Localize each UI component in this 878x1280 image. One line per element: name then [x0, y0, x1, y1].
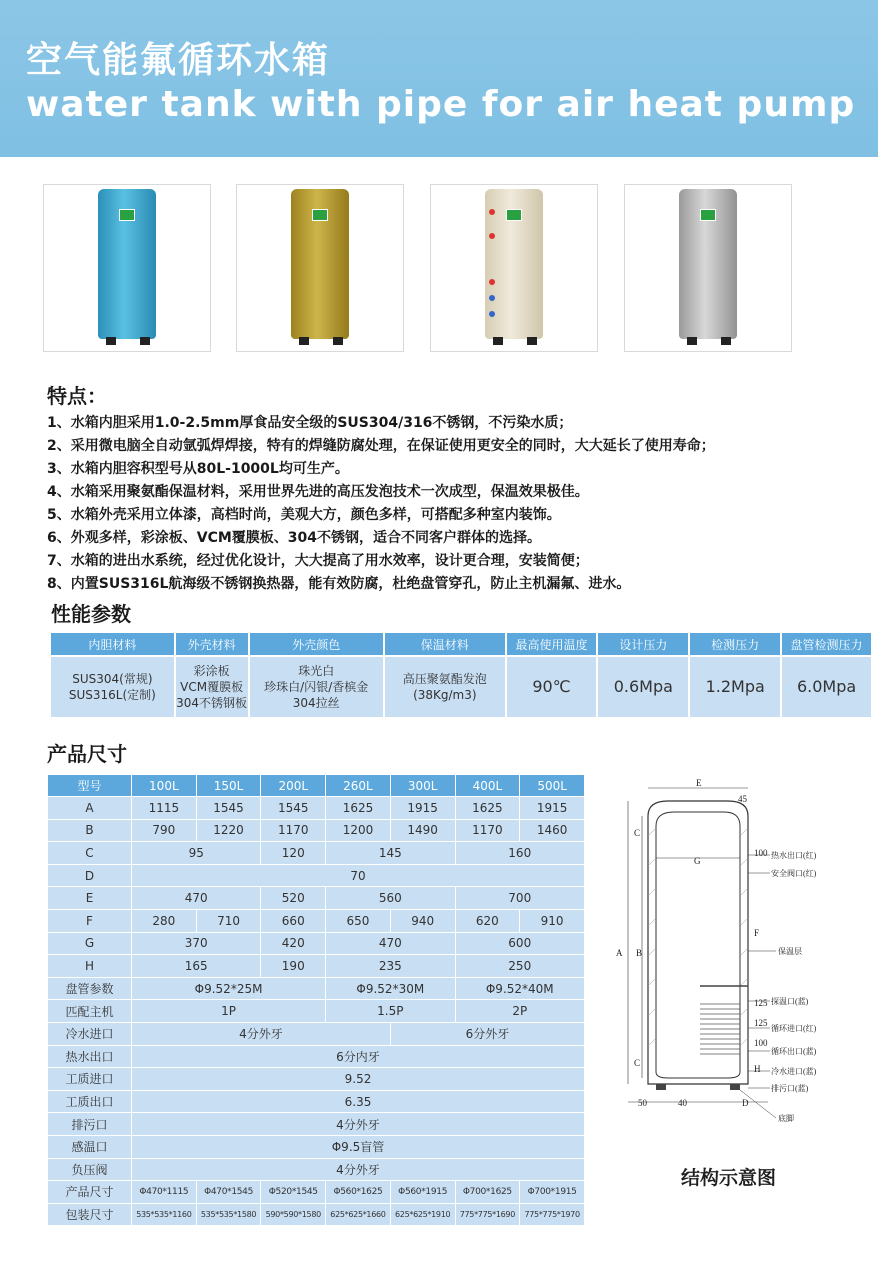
dims-row-hot-out: 热水出口 6分内牙 — [48, 1045, 585, 1068]
dimensions-heading: 产品尺寸 — [47, 742, 127, 766]
perf-header: 最高使用温度 — [506, 632, 598, 656]
perf-header: 盘管检测压力 — [781, 632, 872, 656]
dims-row-cold-in: 冷水进口 4分外牙 6分外牙 — [48, 1022, 585, 1045]
dim-100b: 100 — [754, 1038, 768, 1048]
perf-header: 检测压力 — [689, 632, 781, 656]
performance-table — [49, 631, 873, 719]
product-photo-beige — [430, 184, 598, 352]
perf-header: 设计压力 — [597, 632, 689, 656]
dimensions-table — [47, 774, 585, 1226]
feature-item: 7、水箱的进出水系统，经过优化设计，大大提高了用水效率，设计更合理，安装简便； — [47, 553, 589, 569]
perf-header: 外壳颜色 — [249, 632, 384, 656]
label-base: 底脚 — [778, 1114, 794, 1123]
dim-C-bottom: C — [634, 1058, 641, 1068]
perf-header: 外壳材料 — [175, 632, 249, 656]
label-sensor: 探温口(蓝) — [771, 997, 809, 1006]
label-safety: 安全阀口(红) — [771, 869, 817, 878]
feature-item: 6、外观多样，彩涂板、VCM覆膜板、304不锈钢，适合不同客户群体的选择。 — [47, 530, 542, 546]
label-insulation: 保温层 — [778, 947, 802, 956]
dim-40: 40 — [678, 1098, 687, 1108]
dims-row-valve: 负压阀 4分外牙 — [48, 1158, 585, 1181]
dim-G: G — [694, 856, 701, 866]
dims-row-sensor: 感温口 Φ9.5盲管 — [48, 1135, 585, 1158]
dims-row-host: 匹配主机 1P 1.5P 2P — [48, 1000, 585, 1023]
dims-row-G: G 370 420 470 600 — [48, 932, 585, 955]
product-photo-gold — [236, 184, 404, 352]
dims-row-A: A 1115 1545 1545 1625 1915 1625 1915 — [48, 797, 585, 820]
dim-F: F — [754, 928, 760, 938]
dim-100a: 100 — [754, 848, 768, 858]
feature-item: 1、水箱内胆采用1.0-2.5mm厚食品安全级的SUS304/316不锈钢，不污染水质； — [47, 415, 573, 431]
perf-inner-material: SUS304(常规) SUS316L(定制) — [50, 656, 175, 718]
dims-row-D: D 70 — [48, 864, 585, 887]
perf-shell-material: 彩涂板 VCM覆膜板 304不锈钢板 — [175, 656, 249, 718]
perf-coil-test-pressure: 6.0Mpa — [781, 656, 872, 718]
perf-header: 保温材料 — [384, 632, 506, 656]
dims-row-medium-in: 工质进口 9.52 — [48, 1068, 585, 1091]
diagram-caption: 结构示意图 — [681, 1167, 777, 1189]
perf-header: 内胆材料 — [50, 632, 175, 656]
page-title-cn: 空气能氟循环水箱 — [26, 40, 331, 81]
perf-insulation: 高压聚氨酯发泡 (38Kg/m3) — [384, 656, 506, 718]
dims-row-B: B 790 1220 1170 1200 1490 1170 1460 — [48, 819, 585, 842]
dims-row-E: E 470 520 560 700 — [48, 887, 585, 910]
dims-header-row: 型号 100L 150L 200L 260L 300L 400L 500L — [48, 775, 585, 797]
dims-row-drain: 排污口 4分外牙 — [48, 1113, 585, 1136]
perf-shell-color: 珠光白 珍珠白/闪银/香槟金 304拉丝 — [249, 656, 384, 718]
label-loop-out: 循环出口(蓝) — [771, 1047, 817, 1056]
product-photo-silver — [624, 184, 792, 352]
dims-row-F: F 280 710 660 650 940 620 910 — [48, 909, 585, 932]
perf-design-pressure: 0.6Mpa — [597, 656, 689, 718]
label-drain: 排污口(蓝) — [771, 1084, 809, 1093]
header-banner — [0, 0, 878, 157]
dim-50: 50 — [638, 1098, 647, 1108]
feature-item: 5、水箱外壳采用立体漆，高档时尚，美观大方，颜色多样，可搭配多种室内装饰。 — [47, 507, 561, 523]
product-photo-blue — [43, 184, 211, 352]
foot-right — [730, 1084, 740, 1090]
perf-test-pressure: 1.2Mpa — [689, 656, 781, 718]
dims-row-pack-size: 包装尺寸 535*535*1160 535*535*1580 590*590*1580 625*625*1660 625*625*1910 775*775*1690 775*775*1970 — [48, 1203, 585, 1226]
dim-C-top: C — [634, 828, 641, 838]
perf-max-temp: 90℃ — [506, 656, 598, 718]
dim-B: B — [636, 948, 643, 958]
dim-45: 45 — [738, 794, 747, 804]
dim-125a: 125 — [754, 1018, 768, 1028]
dims-row-coil: 盘管参数 Φ9.52*25M Φ9.52*30M Φ9.52*40M — [48, 977, 585, 1000]
foot-left — [656, 1084, 666, 1090]
page-title-en: water tank with pipe for air heat pump — [26, 84, 856, 125]
dim-125b: 125 — [754, 998, 768, 1008]
dims-row-medium-out: 工质出口 6.35 — [48, 1090, 585, 1113]
dim-H: H — [754, 1064, 761, 1074]
feature-item: 8、内置SUS316L航海级不锈钢换热器，能有效防腐，杜绝盘管穿孔，防止主机漏氟、进水。 — [47, 576, 631, 592]
performance-heading: 性能参数 — [51, 602, 131, 626]
feature-item: 3、水箱内胆容积型号从80L-1000L均可生产。 — [47, 461, 349, 477]
inner-tank — [656, 812, 740, 1078]
features-heading: 特点： — [47, 384, 107, 408]
label-hot-out: 热水出口(红) — [771, 851, 817, 860]
dim-A: A — [616, 948, 623, 958]
dim-E: E — [696, 778, 702, 788]
feature-item: 2、采用微电脑全自动氩弧焊焊接，特有的焊缝防腐处理，在保证使用更安全的同时，大大延长了使用寿命； — [47, 438, 715, 454]
feature-item: 4、水箱采用聚氨酯保温材料，采用世界先进的高压发泡技术一次成型，保温效果极佳。 — [47, 484, 589, 500]
label-loop-in: 循环进口(红) — [771, 1024, 817, 1033]
dims-row-C: C 95 120 145 160 — [48, 842, 585, 865]
label-cold-in: 冷水进口(蓝) — [771, 1067, 817, 1076]
structure-diagram — [608, 776, 878, 1136]
dims-row-H: H 165 190 235 250 — [48, 955, 585, 978]
dim-D: D — [742, 1098, 749, 1108]
dims-row-product-size: 产品尺寸 Φ470*1115 Φ470*1545 Φ520*1545 Φ560*1625 Φ560*1915 Φ700*1625 Φ700*1915 — [48, 1181, 585, 1204]
